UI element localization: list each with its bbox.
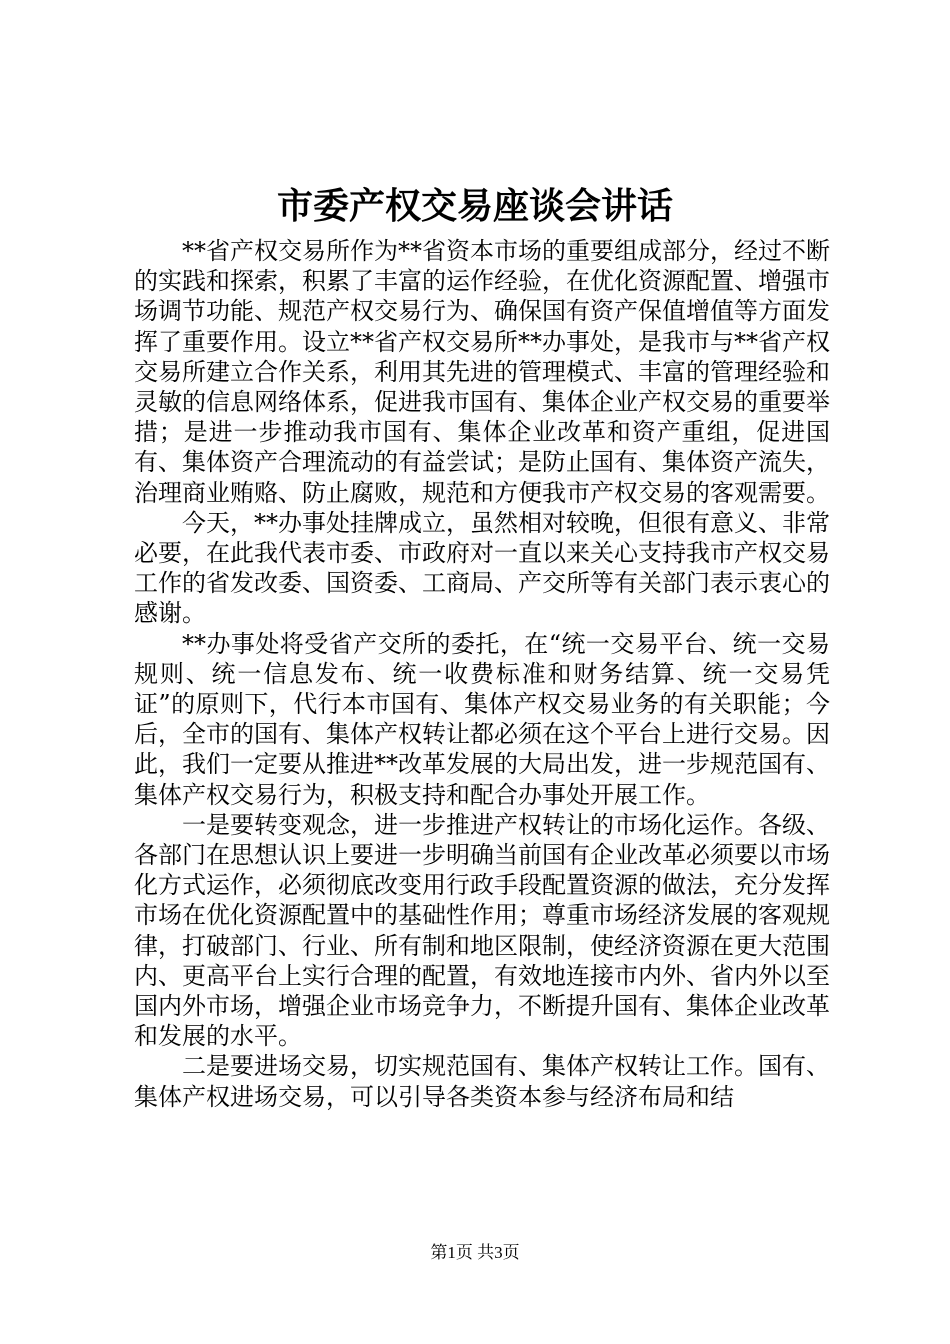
document-title: 市委产权交易座谈会讲话 bbox=[276, 185, 673, 227]
paragraph: **省产权交易所作为**省资本市场的重要组成部分，经过不断的实践和探索，积累了丰富的运作经验，在优化资源配置、增强市场调节功能、规范产权交易行为、确保国有资产保值增值等方面发挥了重要作用。设立**省产权交易所**办事处，是我市与**省产权交易所建立合作关系，利用其先进的管理模式、丰富的管理经验和灵敏的信息网络体系，促进我市国有、集体企业产权交易的重要举措；是进一步推动我市国有、集体企业改革和资产重组，促进国有、集体资产合理流动的有益尝试；是防止国有、集体资产流失，治理商业贿赂、防止腐败，规范和方便我市产权交易的客观需要。 bbox=[134, 237, 830, 507]
paragraph: 今天，**办事处挂牌成立，虽然相对较晚，但很有意义、非常必要，在此我代表市委、市政府对一直以来关心支持我市产权交易工作的省发改委、国资委、工商局、产交所等有关部门表示衷心的感谢。 bbox=[134, 508, 830, 628]
paragraph: **办事处将受省产交所的委托，在“统一交易平台、统一交易规则、统一信息发布、统一收费标准和财务结算、统一交易凭证”的原则下，代行本市国有、集体产权交易业务的有关职能；今后，全市的国有、集体产权转让都必须在这个平台上进行交易。因此，我们一定要从推进**改革发展的大局出发，进一步规范国有、集体产权交易行为，积极支持和配合办事处开展工作。 bbox=[134, 629, 830, 809]
paragraph: 二是要进场交易，切实规范国有、集体产权转让工作。国有、集体产权进场交易，可以引导各类资本参与经济布局和结 bbox=[134, 1052, 830, 1111]
document-body bbox=[134, 236, 830, 1112]
paragraph: 一是要转变观念，进一步推进产权转让的市场化运作。各级、各部门在思想认识上要进一步明确当前国有企业改革必须要以市场化方式运作，必须彻底改变用行政手段配置资源的做法，充分发挥市场在优化资源配置中的基础性作用；尊重市场经济发展的客观规律，打破部门、行业、所有制和地区限制，使经济资源在更大范围内、更高平台上实行合理的配置，有效地连接市内外、省内外以至国内外市场，增强企业市场竞争力，不断提升国有、集体企业改革和发展的水平。 bbox=[134, 810, 830, 1051]
page-footer: 第1页 共3页 bbox=[430, 1243, 520, 1262]
